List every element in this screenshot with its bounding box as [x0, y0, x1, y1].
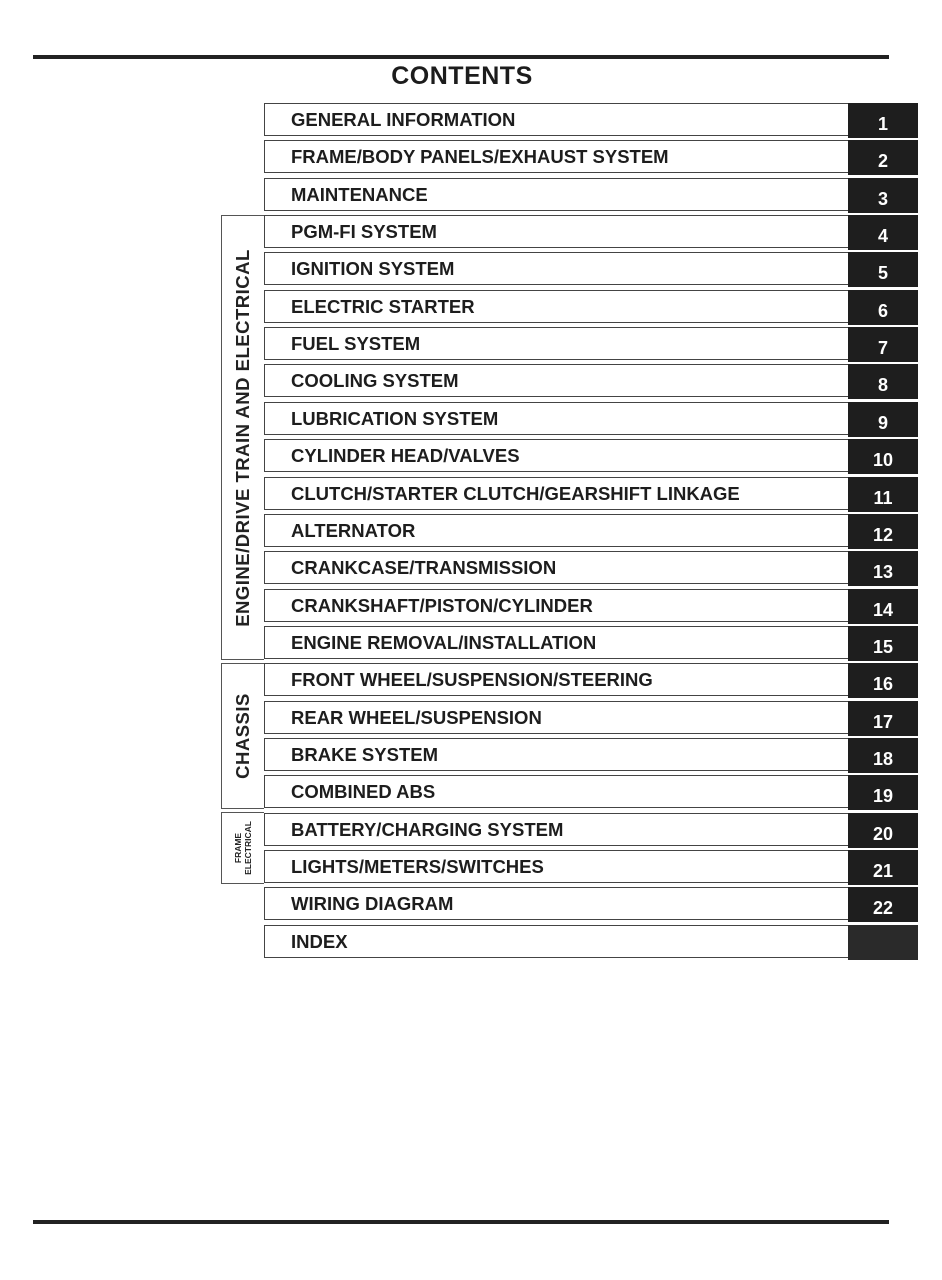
toc-entry-label: ALTERNATOR	[291, 520, 416, 541]
toc-entry-label: GENERAL INFORMATION	[291, 109, 516, 130]
group-label-frame-electrical	[233, 821, 253, 875]
toc-entry-label: BATTERY/CHARGING SYSTEM	[291, 819, 564, 840]
group-label-engine: ENGINE/DRIVE TRAIN AND ELECTRICAL	[232, 248, 253, 627]
section-number-tab[interactable]: 17	[848, 701, 918, 736]
toc-entry[interactable]	[264, 589, 918, 622]
toc-entry-label: BRAKE SYSTEM	[291, 744, 438, 765]
section-number-tab[interactable]: 2	[848, 140, 918, 175]
section-number-tab[interactable]: 4	[848, 215, 918, 250]
toc-entry[interactable]	[264, 701, 918, 734]
toc-entry[interactable]	[264, 813, 918, 846]
section-number-tab[interactable]: 13	[848, 551, 918, 586]
toc-entry[interactable]	[264, 178, 918, 211]
toc-entry-label: COOLING SYSTEM	[291, 370, 459, 391]
toc-entry[interactable]	[264, 626, 918, 659]
toc-entry-label: LIGHTS/METERS/SWITCHES	[291, 856, 544, 877]
toc-entry[interactable]	[264, 364, 918, 397]
top-rule	[33, 55, 889, 59]
section-number-tab[interactable]: 16	[848, 663, 918, 698]
group-chassis	[221, 663, 264, 809]
toc-entry[interactable]	[264, 290, 918, 323]
section-number-tab[interactable]: 20	[848, 813, 918, 848]
toc-entry[interactable]	[264, 252, 918, 285]
toc-entry[interactable]	[264, 439, 918, 472]
toc-entry-label: REAR WHEEL/SUSPENSION	[291, 707, 542, 728]
section-number-tab[interactable]: 10	[848, 439, 918, 474]
section-number-tab[interactable]: 19	[848, 775, 918, 810]
toc-entry-label: ENGINE REMOVAL/INSTALLATION	[291, 632, 597, 653]
toc-entry[interactable]	[264, 551, 918, 584]
section-number-tab[interactable]: 6	[848, 290, 918, 325]
toc-entry-label: INDEX	[291, 931, 348, 952]
section-number-tab[interactable]: 15	[848, 626, 918, 661]
section-number-tab[interactable]: 9	[848, 402, 918, 437]
toc-entry[interactable]	[264, 775, 918, 808]
toc-entry[interactable]	[264, 514, 918, 547]
section-number-tab[interactable]	[848, 925, 918, 960]
section-number-tab[interactable]: 22	[848, 887, 918, 922]
toc-entry[interactable]	[264, 402, 918, 435]
toc-entry-label: PGM-FI SYSTEM	[291, 221, 437, 242]
toc-entry-label: CLUTCH/STARTER CLUTCH/GEARSHIFT LINKAGE	[291, 483, 740, 504]
toc-entry[interactable]	[264, 663, 918, 696]
section-number-tab[interactable]: 5	[848, 252, 918, 287]
toc-entry-label: LUBRICATION SYSTEM	[291, 408, 499, 429]
section-number-tab[interactable]: 3	[848, 178, 918, 213]
toc-entry[interactable]	[264, 103, 918, 136]
toc-entry-label: WIRING DIAGRAM	[291, 893, 454, 914]
toc-entry[interactable]	[264, 327, 918, 360]
group-engine-drive-train-electrical	[221, 215, 264, 660]
toc-entry[interactable]	[264, 215, 918, 248]
toc-entry-label: CRANKCASE/TRANSMISSION	[291, 557, 557, 578]
toc-entry[interactable]	[264, 738, 918, 771]
page-title: CONTENTS	[391, 62, 533, 90]
toc-entry-label: CYLINDER HEAD/VALVES	[291, 445, 520, 466]
section-number-tab[interactable]: 8	[848, 364, 918, 399]
toc-entry[interactable]	[264, 887, 918, 920]
group-label-frame: FRAME	[233, 832, 243, 864]
section-number-tab[interactable]: 21	[848, 850, 918, 885]
group-frame-electrical	[221, 812, 264, 884]
toc-entry-label: FRONT WHEEL/SUSPENSION/STEERING	[291, 669, 653, 690]
toc-entry[interactable]	[264, 140, 918, 173]
group-label-chassis: CHASSIS	[232, 693, 253, 779]
toc-entry[interactable]	[264, 850, 918, 883]
toc-entry-label: IGNITION SYSTEM	[291, 258, 455, 279]
section-number-tab[interactable]: 11	[848, 477, 918, 512]
section-number-tab[interactable]: 1	[848, 103, 918, 138]
section-number-tab[interactable]: 18	[848, 738, 918, 773]
toc-entry[interactable]	[264, 925, 918, 958]
toc-entry-label: COMBINED ABS	[291, 781, 436, 802]
toc-entry-label: FUEL SYSTEM	[291, 333, 421, 354]
toc-entry-label: FRAME/BODY PANELS/EXHAUST SYSTEM	[291, 146, 669, 167]
toc-entry-label: ELECTRIC STARTER	[291, 296, 475, 317]
section-number-tab[interactable]: 14	[848, 589, 918, 624]
section-number-tab[interactable]: 12	[848, 514, 918, 549]
group-label-electrical: ELECTRICAL	[243, 821, 253, 875]
toc-entry-label: MAINTENANCE	[291, 184, 428, 205]
bottom-rule	[33, 1220, 889, 1224]
toc-entry[interactable]	[264, 477, 918, 510]
toc-entry-label: CRANKSHAFT/PISTON/CYLINDER	[291, 595, 593, 616]
section-number-tab[interactable]: 7	[848, 327, 918, 362]
